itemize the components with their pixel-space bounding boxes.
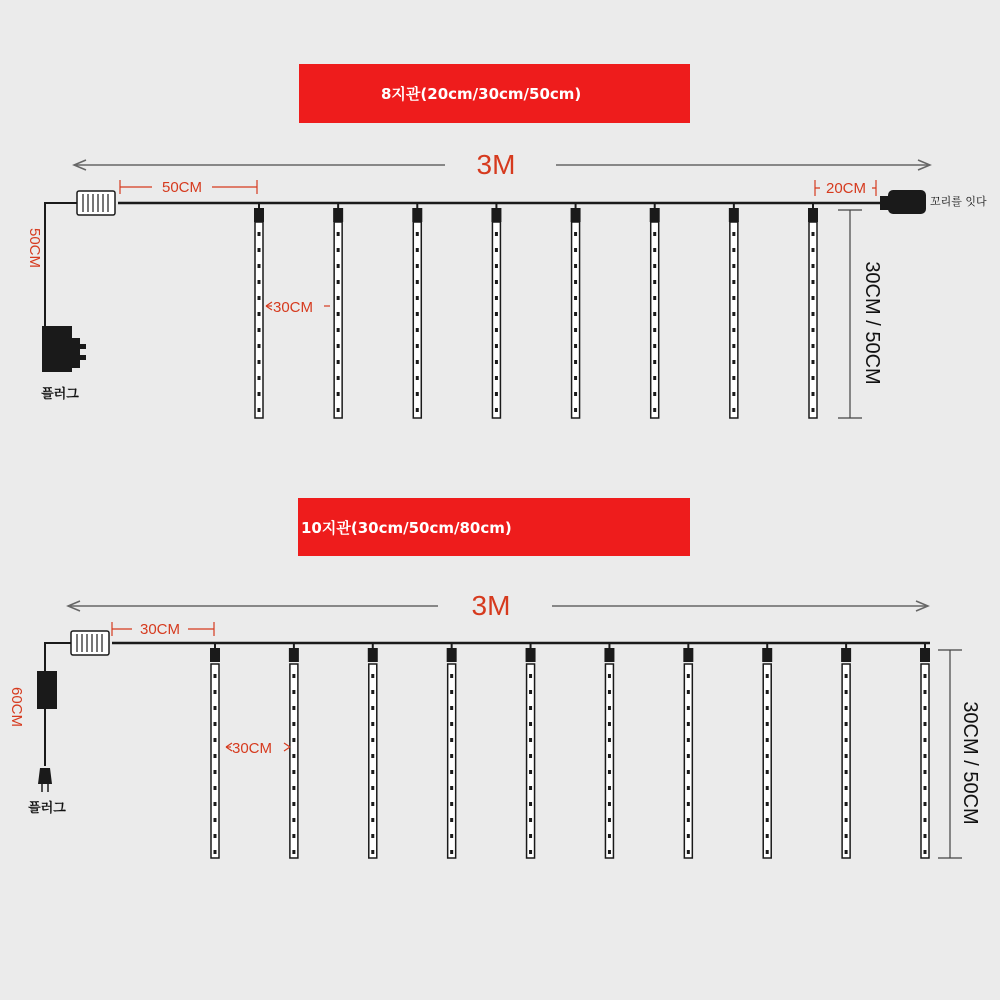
top-plug-cable-length: 50CM [26,227,43,269]
bottom-controller [37,671,57,709]
bottom-tube [526,644,536,858]
bottom-tube [604,644,614,858]
bottom-lead-length: 30CM [139,621,181,638]
bottom-tube-spacing: 30CM [232,740,273,757]
top-tube-cap [254,208,264,222]
bottom-plug [38,768,52,784]
bottom-tube [447,644,457,858]
bottom-tube-cap [210,648,220,662]
bottom-diagram [8,590,981,858]
bottom-tube-cap [368,648,378,662]
top-tube-cap [491,208,501,222]
top-tube [491,204,501,418]
top-tail-length: 20CM [825,180,867,197]
top-tube [333,204,343,418]
top-banner-text: 8지관(20cm/30cm/50cm) [381,85,582,103]
top-plug-adapter [42,326,72,372]
bottom-tube [762,644,772,858]
top-plug-label: 플러그 [41,387,79,402]
bottom-tube-cap [289,648,299,662]
bottom-banner-text: 10지관(30cm/50cm/80cm) [301,518,512,537]
top-tube-cap [333,208,343,222]
bottom-total-length: 3M [471,590,511,621]
bottom-tube [920,644,930,858]
top-tube-cap [729,208,739,222]
top-tube [254,204,264,418]
bottom-plug-label: 플러그 [28,801,66,816]
bottom-tube-cap [920,648,930,662]
bottom-tube [210,644,220,858]
top-total-length: 3M [476,149,516,180]
bottom-tube [368,644,378,858]
top-tube [412,204,422,418]
bottom-plug-cable-length: 60CM [8,686,25,728]
top-tube-cap [571,208,581,222]
bottom-tube-cap [841,648,851,662]
top-tube-length: 30CM / 50CM [861,261,883,385]
top-lead-length: 50CM [161,179,203,196]
top-tube [650,204,660,418]
top-tube-spacing: 30CM [273,299,314,316]
bottom-tube-cap [762,648,772,662]
bottom-tube [683,644,693,858]
bottom-tube [289,644,299,858]
bottom-tube-cap [447,648,457,662]
top-tail-label: 꼬리를 잇다 [930,195,987,208]
top-diagram [26,149,987,418]
top-tail-connector [888,190,926,214]
top-plug-cable [45,203,77,328]
top-tube-cap [412,208,422,222]
top-tubes [254,204,818,418]
top-tube [571,204,581,418]
top-tube-cap [650,208,660,222]
bottom-tube-length: 30CM / 50CM [959,701,981,825]
top-tube [729,204,739,418]
bottom-tube-cap [526,648,536,662]
bottom-tubes [210,644,930,858]
bottom-tube-cap [604,648,614,662]
top-tube [808,204,818,418]
top-tube-cap [808,208,818,222]
bottom-tube [841,644,851,858]
bottom-plug-cable [45,643,71,672]
bottom-tube-cap [683,648,693,662]
